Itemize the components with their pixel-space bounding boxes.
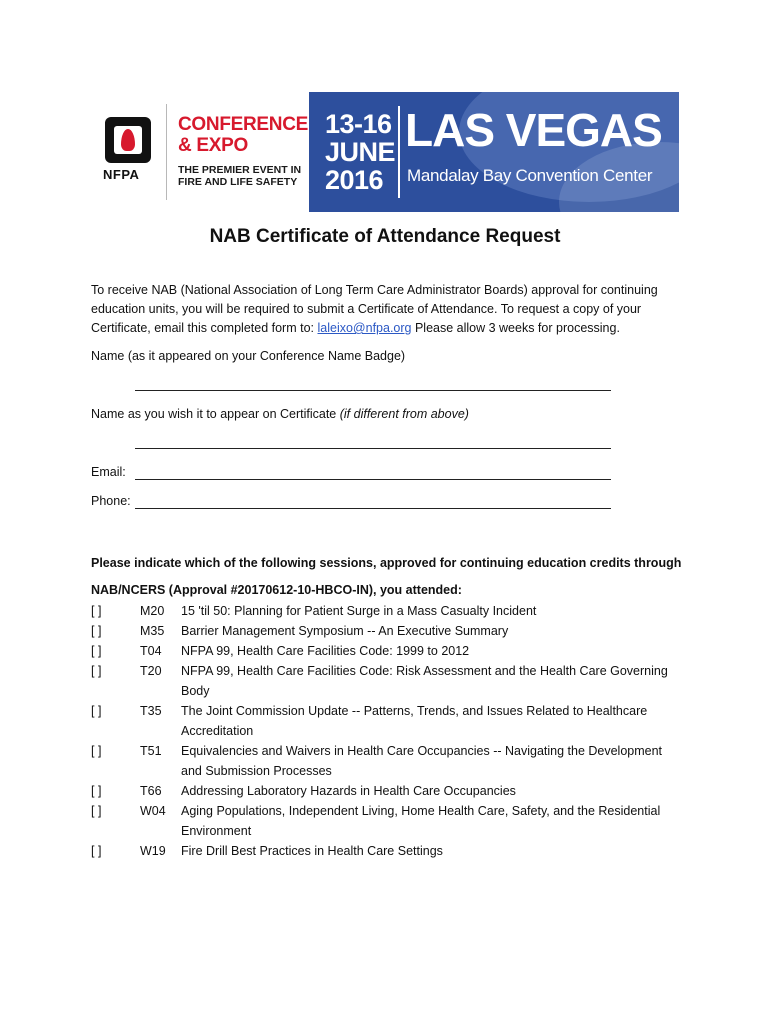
conference-title-line2: & EXPO [178, 135, 248, 156]
nfpa-logo [103, 117, 159, 197]
certificate-name-label-text: Name as you wish it to appear on Certificate [91, 407, 340, 421]
event-dates-month: JUNE [325, 137, 396, 167]
certificate-name-label [91, 407, 469, 421]
session-title: NFPA 99, Health Care Facilities Code: Risk Assessment and the Health Care Governing Body [181, 664, 668, 698]
session-checkbox[interactable]: [ ] [91, 644, 102, 658]
page-title: NAB Certificate of Attendance Request [209, 226, 561, 247]
session-code: W04 [140, 804, 166, 818]
certificate-name-note: (if different from above) [339, 407, 469, 421]
email-field[interactable] [135, 479, 611, 480]
header-divider [166, 104, 167, 200]
session-title: Aging Populations, Independent Living, Home Health Care, Safety, and the Residential Environment [181, 804, 661, 838]
name-field[interactable] [135, 390, 611, 391]
session-checkbox[interactable]: [ ] [91, 804, 102, 818]
session-checkbox[interactable]: [ ] [91, 784, 102, 798]
email-link[interactable]: laleixo@nfpa.org [317, 321, 412, 335]
event-banner [309, 92, 679, 212]
banner-divider [398, 106, 400, 198]
session-title: Equivalencies and Waivers in Health Care Occupancies -- Navigating the Development and Submission Processes [181, 744, 663, 778]
phone-label: Phone: [91, 494, 131, 508]
intro-text-end: Please allow 3 weeks for processing. [411, 321, 620, 335]
conference-title-line1: CONFERENCE [178, 114, 309, 135]
intro-paragraph [91, 281, 691, 338]
session-code: T20 [140, 664, 162, 678]
conference-tagline-line1: THE PREMIER EVENT IN [178, 164, 302, 176]
conference-tagline-line2: FIRE AND LIFE SAFETY [178, 176, 298, 188]
session-checkbox[interactable]: [ ] [91, 704, 102, 718]
session-checkbox[interactable]: [ ] [91, 744, 102, 758]
event-city: LAS VEGAS [405, 104, 662, 156]
session-code: T04 [140, 644, 162, 658]
intro-text: To receive NAB (National Association of Long Term Care Administrator Boards) approval for continuing education units, you will be required to submit a Certificate of Attendance. To request a copy of your Certificate, email this completed form to: [91, 283, 658, 335]
event-dates [325, 110, 395, 194]
session-checkbox[interactable]: [ ] [91, 664, 102, 678]
session-title: 15 'til 50: Planning for Patient Surge in a Mass Casualty Incident [181, 604, 537, 618]
session-code: M20 [140, 604, 165, 618]
event-venue: Mandalay Bay Convention Center [407, 166, 653, 185]
session-checkbox[interactable]: [ ] [91, 844, 102, 858]
session-code: T35 [140, 704, 162, 718]
session-code: T66 [140, 784, 162, 798]
flame-icon [121, 129, 135, 151]
sessions-heading-line2: NAB/NCERS (Approval #20170612-10-HBCO-IN), you attended: [91, 583, 462, 597]
nfpa-logo-text: NFPA [103, 167, 140, 182]
sessions-heading-line1: Please indicate which of the following sessions, approved for continuing education credits through [91, 556, 682, 570]
session-title: Fire Drill Best Practices in Health Care Settings [181, 844, 443, 858]
session-code: T51 [140, 744, 162, 758]
sessions-heading [91, 550, 701, 604]
name-label: Name (as it appeared on your Conference Name Badge) [91, 349, 406, 363]
header [103, 92, 679, 212]
nfpa-logo-mark [105, 117, 151, 163]
session-title: Barrier Management Symposium -- An Executive Summary [181, 624, 509, 638]
session-checkbox[interactable]: [ ] [91, 624, 102, 638]
conference-logo [178, 114, 308, 188]
event-dates-year: 2016 [325, 165, 384, 195]
event-dates-days: 13-16 [325, 109, 392, 139]
session-checkbox[interactable]: [ ] [91, 604, 102, 618]
session-code: M35 [140, 624, 165, 638]
session-title: NFPA 99, Health Care Facilities Code: 1999 to 2012 [181, 644, 470, 658]
session-title: Addressing Laboratory Hazards in Health Care Occupancies [181, 784, 516, 798]
email-label: Email: [91, 465, 126, 479]
session-code: W19 [140, 844, 166, 858]
session-title: The Joint Commission Update -- Patterns, Trends, and Issues Related to Healthcare Accreditation [181, 704, 648, 738]
phone-field[interactable] [135, 508, 611, 509]
certificate-name-field[interactable] [135, 448, 611, 449]
